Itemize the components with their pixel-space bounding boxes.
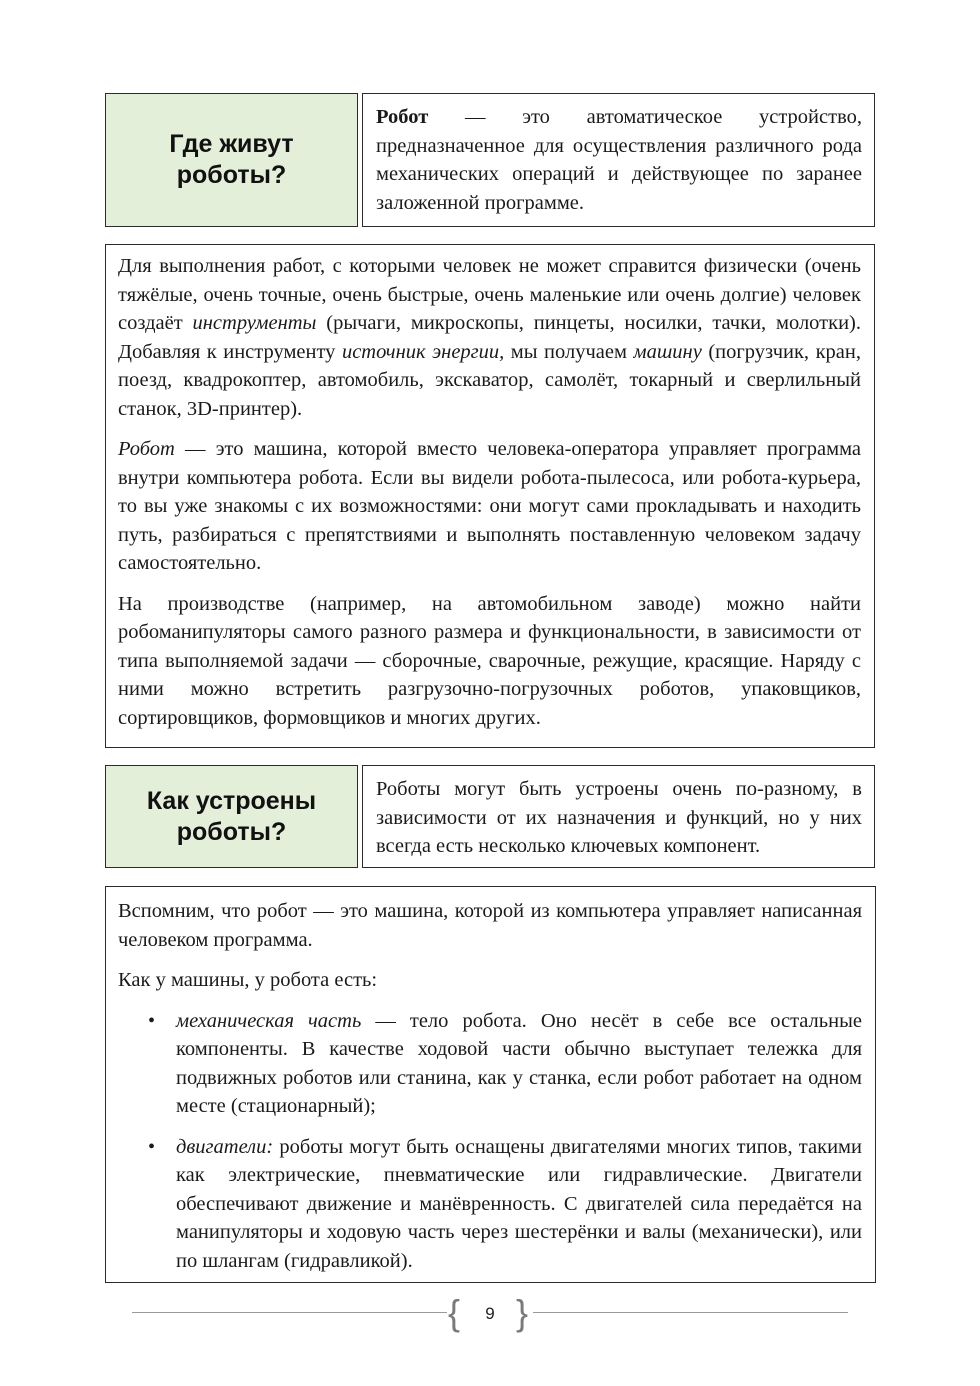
paragraph-industrial-robots: На производстве (например, на автомобильном заводе) можно найти робоманипуляторы самого разного размера и функциональности, в зависимости от типа выполняемой задачи — сборочные, сварочные, режущие, красящие. Наряду с ними можно встретить разгрузочно-погрузочных роботов, упаковщиков, сортировщиков, формовщиков и многих других. xyxy=(118,592,861,729)
page-number: 9 xyxy=(485,1304,495,1323)
list-item-mechanical-part: • механическая часть — тело робота. Оно несёт в себе все остальные компоненты. В качестве ходовой части обычно выступает тележка для подвижных роботов или станина, как у станка, если робот работает на одном месте (стационарный); xyxy=(176,1007,862,1121)
footer-bracket-right: } xyxy=(516,1292,529,1333)
paragraph-tools-machines: Для выполнения работ, с которыми человек не может справится физически (очень тяжёлые, очень точные, очень быстрые, очень маленькие или очень долгие) человек создаёт инструменты (рычаги, микроскопы, пинцеты, носилки, тачки, молотки). Добавляя к инструменту источник энергии, мы получаем машину (погрузчик, кран, поезд, квадрокоптер, автомобиль, экскаватор, самолёт, токарный и сверлильный станок, 3D-принтер). xyxy=(118,255,861,420)
components-list xyxy=(118,1007,862,1276)
paragraph-components-intro: Как у машины, у робота есть: xyxy=(118,969,378,991)
robot-definition-box xyxy=(362,93,875,227)
list-item-motors: • двигатели: роботы могут быть оснащены двигателями многих типов, такими как электрические, пневматические или гидравлические. Двигатели обеспечивают движение и манёвренность. С двигателей сила передаётся на манипуляторы и ходовую часть через шестерёнки и валы (механически), или по шлангам (гидравликой). xyxy=(176,1133,862,1276)
robot-components-text-box xyxy=(105,886,876,1283)
summary-text: Роботы могут быть устроены очень по-разному, в зависимости от их назначения и функций, но у них всегда есть несколько ключевых компонент. xyxy=(376,778,862,857)
footer-divider-right xyxy=(533,1312,848,1313)
footer-divider-left xyxy=(132,1312,447,1313)
footer-bracket-left: { xyxy=(448,1292,461,1333)
paragraph-robot-machine: Робот — это машина, которой вместо человека-оператора управляет программа внутри компьютера робота. Если вы видели робота-пылесоса, или робота-курьера, то вы уже знакомы с их возможностями: они могут сами прокладывать и находить путь, разбираться с препятствиями и выполнять поставленную человеком задачу самостоятельно. xyxy=(118,438,861,574)
section-heading-text: Где живут роботы? xyxy=(169,130,294,189)
section-heading-text: Как устроены роботы? xyxy=(146,786,317,846)
definition-term: Робот xyxy=(376,106,429,128)
definition-text: — это автоматическое устройство, предназначенное для осуществления различного рода механических операций и действующее по заранее заложенной программе. xyxy=(376,106,862,214)
section-heading-how-robots-work xyxy=(105,765,358,868)
paragraph-robot-recall: Вспомним, что робот — это машина, которой из компьютера управляет написанная человеком программа. xyxy=(118,900,862,951)
section-heading-where-robots-live xyxy=(105,93,358,227)
robots-intro-text-box xyxy=(105,244,875,748)
robot-structure-summary-box xyxy=(362,765,875,868)
